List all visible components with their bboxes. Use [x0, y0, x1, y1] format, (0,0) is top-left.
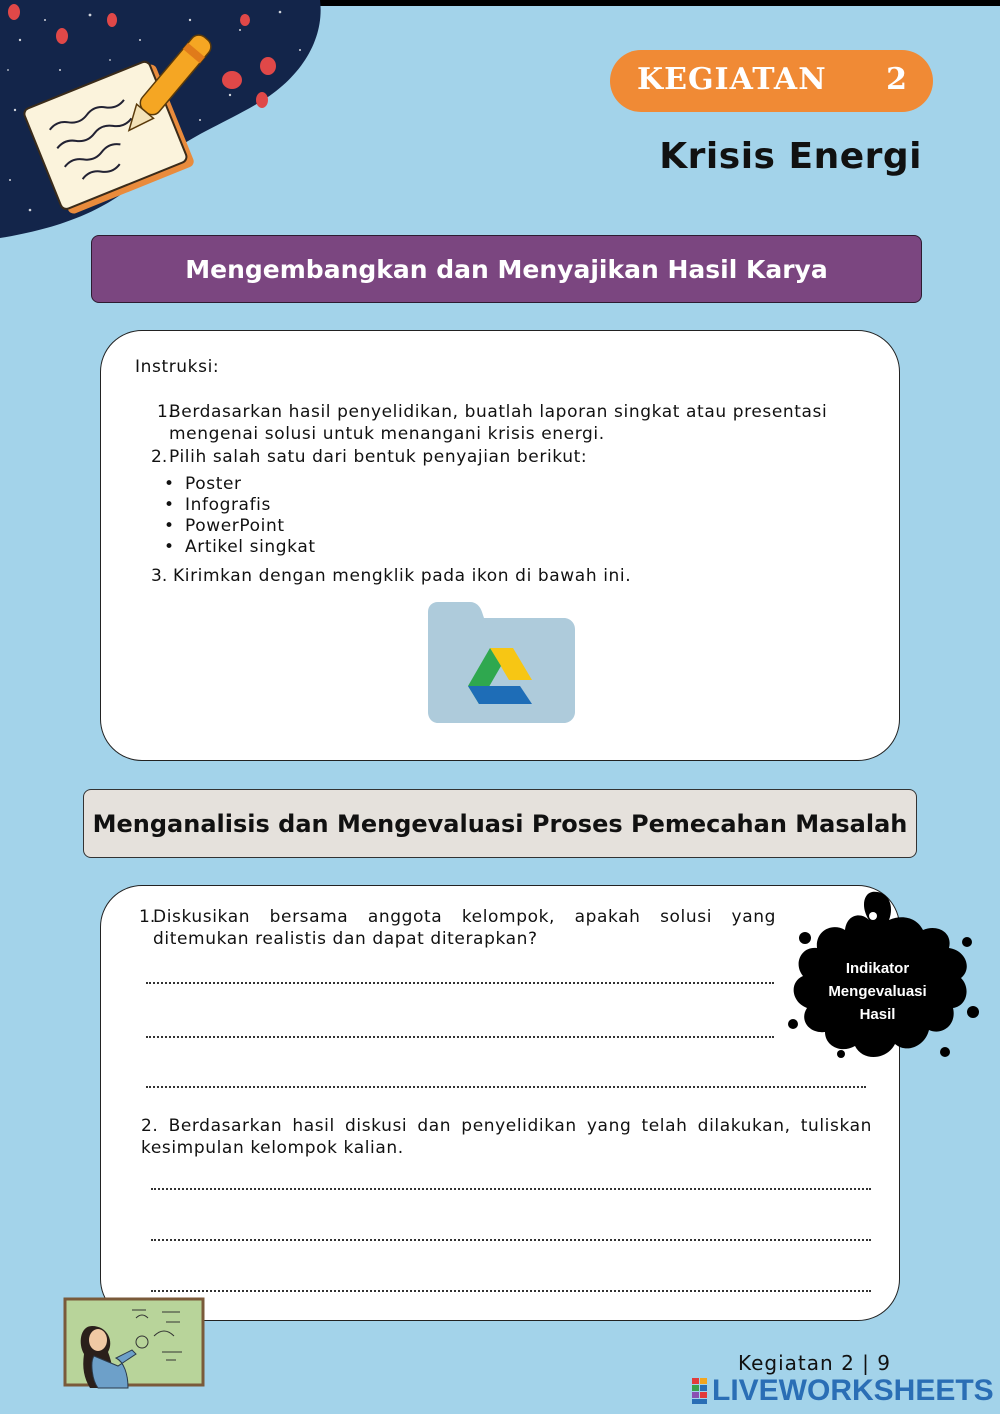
page-title: Krisis Energi	[659, 136, 922, 177]
google-drive-folder-icon[interactable]	[428, 602, 576, 724]
question-1-line-1: Diskusikan bersama anggota kelompok, apakah solusi yang	[153, 907, 776, 927]
answer-line-4[interactable]	[151, 1188, 871, 1190]
answer-line-1[interactable]	[146, 982, 774, 984]
step-1-line-1: Berdasarkan hasil penyelidikan, buatlah laporan singkat atau presentasi	[169, 402, 828, 422]
answer-line-2[interactable]	[146, 1036, 774, 1038]
question-2-line-1: 2. Berdasarkan hasil diskusi dan penyelidikan yang telah dilakukan, tuliskan	[141, 1116, 872, 1136]
answer-line-5[interactable]	[151, 1239, 871, 1241]
instructions-label: Instruksi:	[135, 357, 220, 377]
page-number-label: Kegiatan 2 | 9	[738, 1351, 891, 1375]
step-2-text: Pilih salah satu dari bentuk penyajian berikut:	[169, 447, 588, 467]
liveworksheets-logo-icon	[692, 1378, 708, 1404]
option-item: • Infografis	[185, 495, 271, 516]
activity-badge-number: 2	[886, 62, 907, 97]
step-3-text: Kirimkan dengan mengklik pada ikon di bawah ini.	[173, 566, 632, 586]
question-1-line-2: ditemukan realistis dan dapat diterapkan?	[153, 929, 538, 949]
activity-badge	[610, 50, 933, 112]
section-heading-develop: Mengembangkan dan Menyajikan Hasil Karya	[91, 235, 922, 303]
liveworksheets-brand: LIVEWORKSHEETS	[712, 1374, 994, 1407]
activity-badge-label: KEGIATAN	[637, 62, 827, 97]
question-1-number: 1.	[139, 907, 156, 927]
step-number: 3.	[151, 566, 168, 586]
indicator-label	[800, 957, 955, 1026]
section-heading-evaluate: Menganalisis dan Mengevaluasi Proses Pemecahan Masalah	[83, 789, 917, 858]
answer-line-6[interactable]	[151, 1290, 871, 1292]
option-item: • Artikel singkat	[185, 537, 316, 558]
liveworksheets-logo	[692, 1374, 994, 1408]
answer-line-3[interactable]	[146, 1086, 866, 1088]
indicator-line-3: Hasil	[859, 1006, 896, 1023]
option-item: • PowerPoint	[185, 516, 285, 537]
notebook-pen-illustration	[0, 0, 330, 240]
step-number: 1.	[157, 402, 174, 422]
step-number: 2.	[151, 447, 168, 467]
step-text	[169, 401, 869, 445]
indicator-line-2: Mengevaluasi	[828, 983, 927, 1000]
step-1-line-2: mengenai solusi untuk menangani krisis energi.	[169, 424, 605, 444]
option-item: • Poster	[185, 474, 242, 495]
indicator-line-1: Indikator	[845, 960, 910, 977]
teacher-chalkboard-illustration	[62, 1296, 207, 1391]
question-2-line-2: kesimpulan kelompok kalian.	[141, 1138, 404, 1158]
